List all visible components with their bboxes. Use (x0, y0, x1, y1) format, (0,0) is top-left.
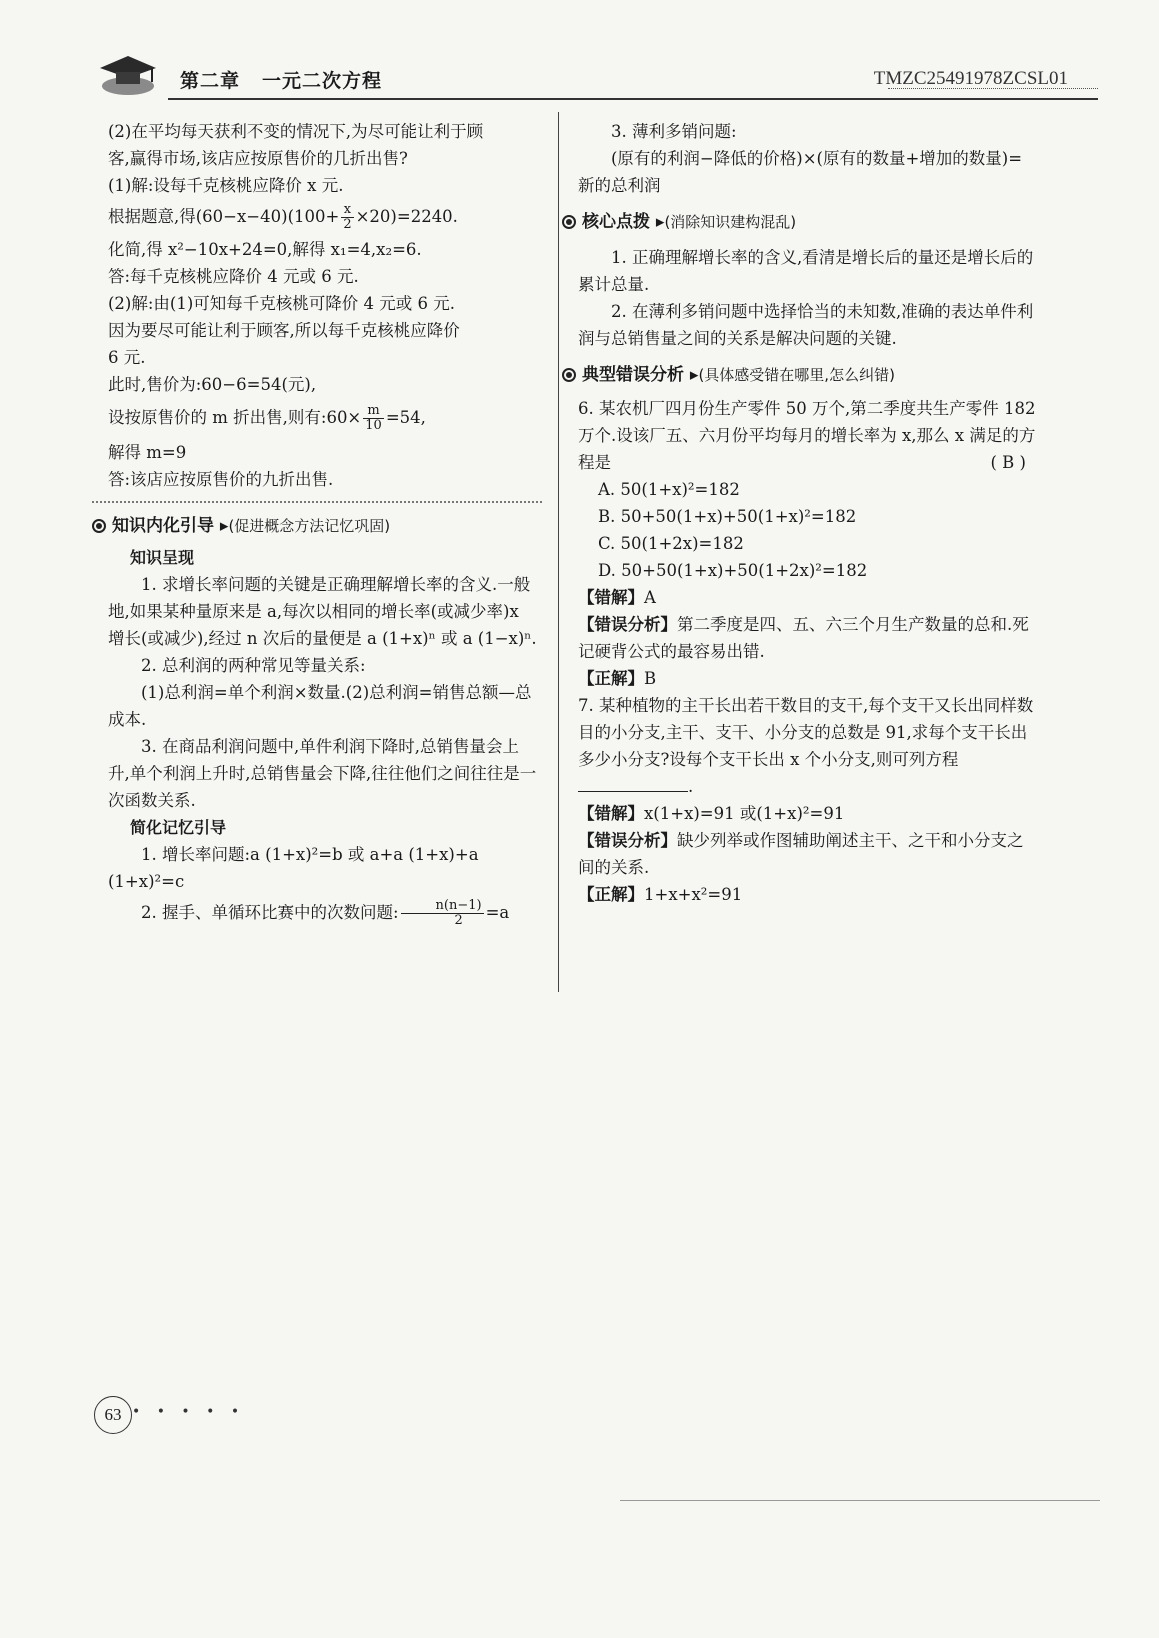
target-bullet-icon (92, 519, 106, 533)
section-separator (92, 501, 542, 503)
page-header (88, 40, 1098, 104)
because-line1: 因为要尽可能让利于顾客,所以每千克核桃应降价 (108, 321, 460, 340)
q7-error-analysis: 【错误分析】缺少列举或作图辅助阐述主干、之干和小分支之间的关系. (578, 831, 1024, 877)
option-d: D. 50+50(1+x)+50(1+2x)²=182 (598, 561, 868, 580)
q7-correct-solution: 【正解】1+x+x²=91 (578, 885, 743, 904)
fraction-x-over-2: $\frac{x}{2}$ (343, 202, 352, 232)
question-6: 6. 某农机厂四月份生产零件 50 万个,第二季度共生产零件 182 万个.设该厂五、六月份平均每月的增长率为 x,那么 x 满足的方程是 ( B ) (578, 395, 1038, 476)
question-part2-line1: (2)在平均每天获利不变的情况下,为尽可能让利于顾 (108, 122, 484, 141)
question-6-answer: ( B ) (990, 453, 1026, 472)
question-part2-line2: 客,赢得市场,该店应按原售价的几折出售? (108, 149, 408, 168)
answer-1: 答:每千克核桃应降价 4 元或 6 元. (108, 267, 359, 286)
knowledge-item-2b: (1)总利润=单个利润×数量.(2)总利润=销售总额—总成本. (108, 683, 532, 729)
option-c: C. 50(1+2x)=182 (598, 534, 744, 553)
knowledge-item-3: 3. 在商品利润问题中,单件利润下降时,总销售量会上升,单个利润上升时,总销售量会下降,往往他们之间往往是一次函数关系. (108, 737, 537, 810)
knowledge-heading: 知识呈现 (130, 548, 195, 567)
section-heading-knowledge: 知识内化引导 ▸(促进概念方法记忆巩固) (92, 513, 540, 540)
target-bullet-icon (562, 368, 576, 382)
memory-item-1: 1. 增长率问题:a (1+x)²=b 或 a+a (1+x)+a (1+x)²=c (108, 845, 479, 891)
q6-error-analysis: 【错误分析】第二季度是四、五、六三个月生产数量的总和.死记硬背公式的最容易出错. (578, 615, 1029, 661)
core-point-2: 2. 在薄利多销问题中选择恰当的未知数,准确的表达单件利润与总销售量之间的关系是解决问题的关键. (578, 302, 1034, 348)
graduation-cap-icon (98, 48, 158, 98)
fraction-m-over-10: $\frac{m}{10}$ (365, 403, 382, 433)
answer-2: 答:该店应按原售价的九折出售. (108, 470, 334, 489)
memory-heading: 简化记忆引导 (130, 818, 227, 837)
because-line2: 6 元. (108, 348, 146, 367)
question-7: 7. 某种植物的主干长出若干数目的支干,每个支干又长出同样数目的小分支,主干、支干、小分支的总数是 91,求每个支干长出多少小分支?设每个支干长出 x 个小分支,则可列方程. (578, 696, 1034, 796)
simplify-line: 化简,得 x²−10x+24=0,解得 x₁=4,x₂=6. (108, 240, 422, 259)
knowledge-item-1: 1. 求增长率问题的关键是正确理解增长率的含义.一般地,如果某种量原来是 a,每次以相同的增长率(或减少率)x 增长(或减少),经过 n 次后的量便是 a (1+x)ⁿ 或 a (1−x)ⁿ. (108, 575, 537, 648)
memory-item-2: 2. 握手、单循环比赛中的次数问题: $\frac{n(n-1)}{2}$ =a (141, 898, 510, 928)
q6-correct-solution: 【正解】B (578, 669, 657, 688)
option-b: B. 50+50(1+x)+50(1+x)²=182 (598, 507, 857, 526)
equation-1: 根据题意,得(60−x−40)(100+ $\frac{x}{2}$ ×20)=2240. (108, 202, 458, 232)
chapter-title: 第二章 一元二次方程 (180, 70, 383, 92)
book-code: TMZC25491978ZCSL01 (873, 68, 1068, 89)
fraction-handshake: $\frac{n(n-1)}{2}$ (401, 899, 484, 928)
profit-item-3: 3. 薄利多销问题: (611, 122, 737, 141)
profit-item-3-formula: (原有的利润−降低的价格)×(原有的数量+增加的数量)=新的总利润 (578, 149, 1023, 195)
target-bullet-icon (562, 215, 576, 229)
price-line: 此时,售价为:60−6=54(元), (108, 375, 317, 394)
column-divider (558, 112, 559, 992)
footer-rule (620, 1500, 1100, 1501)
m-result: 解得 m=9 (108, 443, 187, 462)
left-column (108, 118, 540, 928)
answer-blank (578, 791, 688, 792)
q7-wrong-solution: 【错解】x(1+x)=91 或(1+x)²=91 (578, 804, 845, 823)
equation-2: 设按原售价的 m 折出售,则有:60× $\frac{m}{10}$ =54, (108, 403, 426, 433)
header-rule (168, 98, 1098, 100)
page-number: 63 (94, 1396, 132, 1434)
solution1-intro: (1)解:设每千克核桃应降价 x 元. (108, 176, 344, 195)
solution2-intro: (2)解:由(1)可知每千克核桃可降价 4 元或 6 元. (108, 294, 456, 313)
right-column (578, 118, 1038, 908)
core-point-1: 1. 正确理解增长率的含义,看清是增长后的量还是增长后的累计总量. (578, 248, 1034, 294)
option-a: A. 50(1+x)²=182 (598, 480, 740, 499)
section-heading-errors: 典型错误分析 ▸(具体感受错在哪里,怎么纠错) (562, 362, 1038, 389)
q6-wrong-solution: 【错解】A (578, 588, 656, 607)
page-dots: • • • • • (132, 1404, 246, 1420)
section-heading-core: 核心点拨 ▸(消除知识建构混乱) (562, 209, 1038, 236)
knowledge-item-2: 2. 总利润的两种常见等量关系: (141, 656, 366, 675)
